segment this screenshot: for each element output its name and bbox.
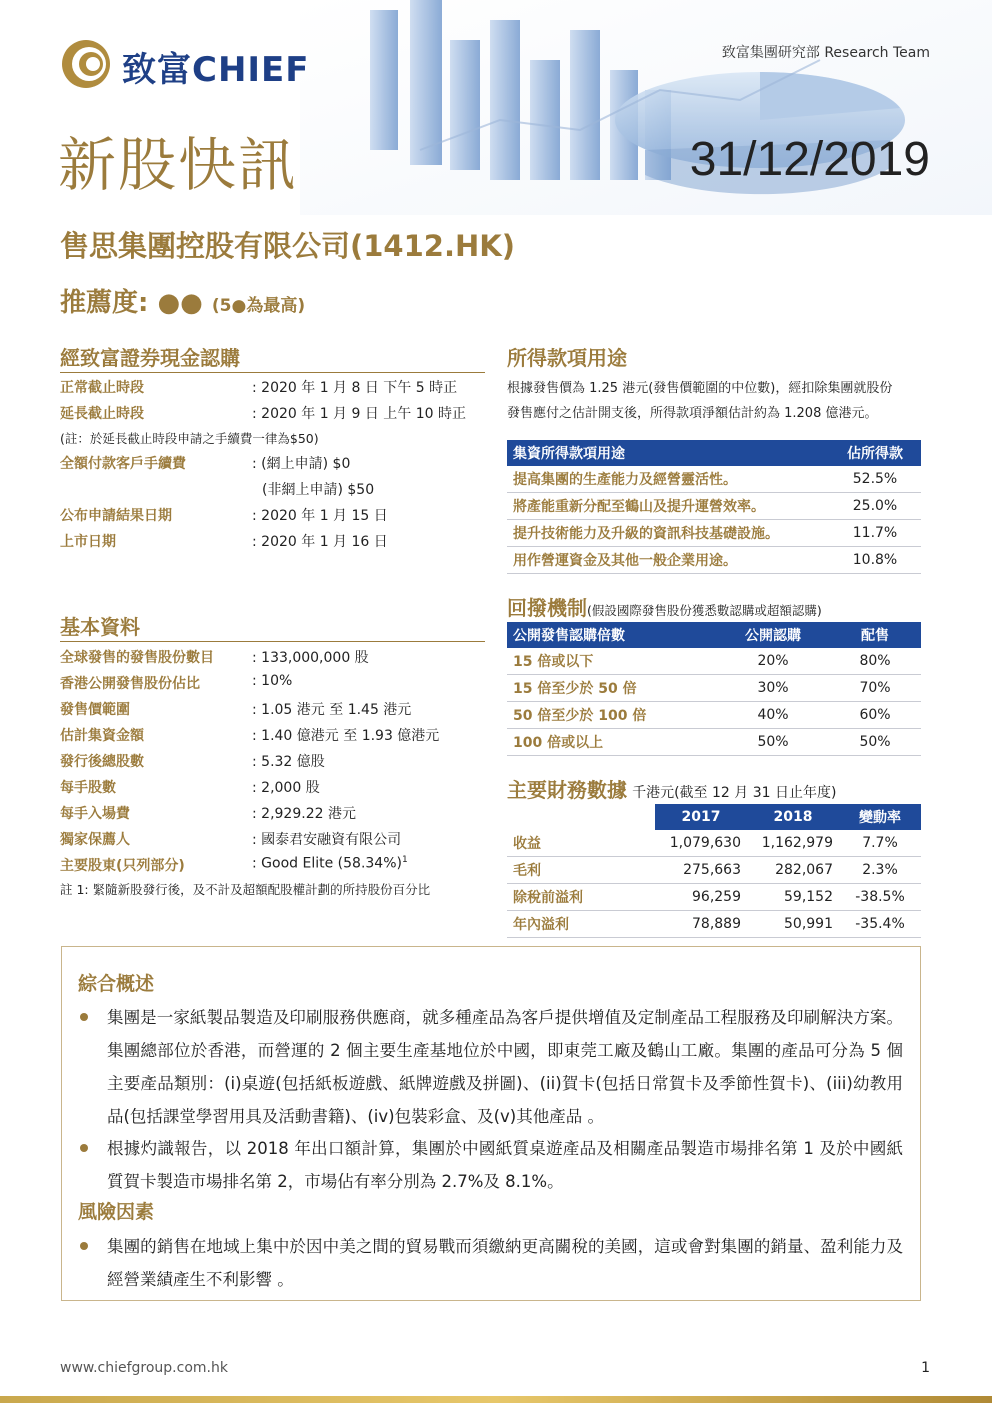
clawback-row <box>507 648 921 675</box>
overview-paragraph-2: 根據灼識報告，以 2018 年出口額計算，集團於中國紙質桌遊產品及相關產品製造市場排名第 1 及於中國紙質賀卡製造市場排名第 2，市場佔有率分別為 2.7%及 8.1%。 <box>107 1139 903 1191</box>
basic-row-label: 香港公開發售股份佔比 <box>60 676 200 692</box>
financial-header: 2017 <box>655 804 747 830</box>
financial-row-cell: 收益 <box>507 830 655 857</box>
overview-paragraph-1: 集團是一家紙製品製造及印刷服務供應商，就多種產品為客戶提供增值及定制產品工程服務及印刷解決方案。集團總部位於香港，而營運的 2 個主要生產基地位於中國，即東莞工廠及鶴山工廠。集團的產品可分為 5 個主要產品類別：(i)桌遊(包括紙板遊戲、紙牌遊戲及拼圖)、(ii)賀卡(包括日常賀卡及季節性賀卡)、(iii)幼教用品(包括課堂學習用具及活動書籍)、(iv)包裝彩盒、及(v)其他產品 。 <box>107 1008 903 1126</box>
basic-row-value: : 2,929.22 港元 <box>252 806 356 822</box>
company-name: 售思集團控股有限公司(1412.HK) <box>60 229 515 263</box>
proceeds-title: 所得款項用途 <box>507 346 627 370</box>
result-date-label: 公布申請結果日期 <box>60 508 172 524</box>
page-title: 新股快訊 <box>58 131 299 199</box>
rating <box>60 282 305 319</box>
basic-note: 註 1: 緊隨新股發行後，及不計及超額配股權計劃的所持股份百分比 <box>60 882 431 897</box>
financial-row-cell: 7.7% <box>839 830 921 857</box>
cash-note: (註：於延長截止時段申請之手續費一律為$50) <box>60 431 319 446</box>
basic-row-value: : 國泰君安融資有限公司 <box>252 832 402 848</box>
proceeds-row-cell: 將產能重新分配至鶴山及提升運營效率。 <box>507 493 829 520</box>
clawback-row-cell: 100 倍或以上 <box>507 729 717 756</box>
clawback-table <box>507 622 921 756</box>
page-number: 1 <box>921 1360 930 1376</box>
clawback-row-cell: 60% <box>829 702 921 729</box>
financial-table <box>507 804 921 938</box>
fee-offline: (非網上申請) $50 <box>262 482 375 498</box>
clawback-subtitle: (假設國際發售股份獲悉數認購或超額認購) <box>587 603 822 618</box>
cash-sub-title: 經致富證券現金認購 <box>60 346 240 370</box>
proceeds-row-cell: 52.5% <box>829 466 921 493</box>
financial-row-cell: -38.5% <box>839 884 921 911</box>
basic-title: 基本資料 <box>60 615 140 639</box>
risk-paragraph: 集團的銷售在地域上集中於因中美之間的貿易戰而須繳納更高關稅的美國，這或會對集團的銷量、盈利能力及經營業績產生不利影響 。 <box>107 1237 903 1289</box>
basic-row-label: 估計集資金額 <box>60 728 144 744</box>
clawback-row-cell: 20% <box>717 648 829 675</box>
basic-row-value: : 1.40 億港元 至 1.93 億港元 <box>252 728 440 744</box>
company-logo <box>60 38 370 90</box>
basic-row-label: 每手股數 <box>60 780 116 796</box>
proceeds-row-cell: 提高集團的生產能力及經營靈活性。 <box>507 466 829 493</box>
financial-row-cell: 年內溢利 <box>507 911 655 938</box>
financial-header <box>507 804 655 830</box>
basic-row-label: 每手入場費 <box>60 806 130 822</box>
proceeds-row-cell: 11.7% <box>829 520 921 547</box>
basic-row-value: : 133,000,000 股 <box>252 650 369 666</box>
financial-header: 2018 <box>747 804 839 830</box>
cash-row-value: : 2020 年 1 月 8 日 下午 5 時正 <box>252 380 458 396</box>
proceeds-row-cell: 25.0% <box>829 493 921 520</box>
financial-row <box>507 830 921 857</box>
logo-text: 致富CHIEF <box>122 50 310 90</box>
proceeds-row-cell: 10.8% <box>829 547 921 574</box>
clawback-header: 公開發售認購倍數 <box>507 622 717 648</box>
financial-row-cell: 2.3% <box>839 857 921 884</box>
footnote-marker: 1 <box>401 855 408 865</box>
clawback-row-cell: 15 倍至少於 50 倍 <box>507 675 717 702</box>
proceeds-row <box>507 466 921 493</box>
financial-row-cell: 50,991 <box>747 911 839 938</box>
financial-header: 變動率 <box>839 804 921 830</box>
research-team-label: 致富集團研究部 Research Team <box>721 45 930 61</box>
clawback-row-cell: 50% <box>717 729 829 756</box>
divider <box>60 372 485 373</box>
basic-row-value: : 10% <box>252 673 293 689</box>
financial-row-cell: 275,663 <box>655 857 747 884</box>
financial-row-cell: 除稅前溢利 <box>507 884 655 911</box>
footer-bar <box>0 1396 992 1403</box>
financial-title: 主要財務數據 <box>507 778 627 802</box>
proceeds-row <box>507 520 921 547</box>
summary-box <box>61 946 921 1301</box>
proceeds-row-cell: 提升技術能力及升級的資訊科技基礎設施。 <box>507 520 829 547</box>
financial-row-cell: 282,067 <box>747 857 839 884</box>
financial-row <box>507 884 921 911</box>
financial-row-cell: 59,152 <box>747 884 839 911</box>
cash-row: 延長截止時段 <box>60 406 144 422</box>
report-date: 31/12/2019 <box>689 133 930 186</box>
basic-row-label: 發售價範圍 <box>60 702 130 718</box>
clawback-row <box>507 702 921 729</box>
proceeds-table <box>507 440 921 574</box>
basic-row-label: 發行後總股數 <box>60 754 144 770</box>
clawback-row-cell: 15 倍或以下 <box>507 648 717 675</box>
logo-emblem-icon <box>60 38 112 90</box>
financial-row-cell: -35.4% <box>839 911 921 938</box>
financial-heading <box>507 774 836 803</box>
risk-title: 風險因素 <box>78 1201 155 1223</box>
clawback-row <box>507 729 921 756</box>
clawback-heading <box>507 592 822 621</box>
clawback-row <box>507 675 921 702</box>
listing-date-value: : 2020 年 1 月 16 日 <box>252 534 388 550</box>
result-date-value: : 2020 年 1 月 15 日 <box>252 508 388 524</box>
clawback-row-cell: 50% <box>829 729 921 756</box>
basic-row-label: 獨家保薦人 <box>60 832 130 848</box>
divider <box>60 641 485 642</box>
cash-row-value: : 2020 年 1 月 9 日 上午 10 時正 <box>252 406 467 422</box>
financial-row-cell: 1,162,979 <box>747 830 839 857</box>
proceeds-intro-1: 根據發售價為 1.25 港元(發售價範圍的中位數)，經扣除集團就股份 <box>507 381 893 396</box>
fee-label: 全額付款客戶手續費 <box>60 456 186 472</box>
basic-row-value: : 5.32 億股 <box>252 754 325 770</box>
financial-row <box>507 911 921 938</box>
proceeds-header-pct: 佔所得款 <box>829 440 921 466</box>
proceeds-intro-2: 發售應付之估計開支後，所得款項淨額估計約為 1.208 億港元。 <box>507 406 878 421</box>
basic-row-value: : 1.05 港元 至 1.45 港元 <box>252 702 412 718</box>
rating-dots: ●● <box>157 288 203 318</box>
clawback-header: 公開認購 <box>717 622 829 648</box>
financial-row-cell: 1,079,630 <box>655 830 747 857</box>
overview-title: 綜合概述 <box>78 973 155 995</box>
clawback-title: 回撥機制 <box>507 596 587 620</box>
listing-date-label: 上市日期 <box>60 534 116 550</box>
clawback-row-cell: 80% <box>829 648 921 675</box>
footer-url[interactable]: www.chiefgroup.com.hk <box>60 1360 228 1376</box>
clawback-row-cell: 70% <box>829 675 921 702</box>
financial-row-cell: 毛利 <box>507 857 655 884</box>
clawback-row-cell: 30% <box>717 675 829 702</box>
basic-row-value: : Good Elite $(58.34\%)^1$ <box>252 855 408 872</box>
bullet-icon <box>80 1242 88 1250</box>
fee-online: : (網上申請) $0 <box>252 456 351 472</box>
bullet-icon <box>80 1144 88 1152</box>
proceeds-row <box>507 547 921 574</box>
proceeds-header-use: 集資所得款項用途 <box>507 440 829 466</box>
financial-row-cell: 96,259 <box>655 884 747 911</box>
clawback-row-cell: 40% <box>717 702 829 729</box>
basic-row-label: 主要股東(只列部分) <box>60 858 185 874</box>
financial-row <box>507 857 921 884</box>
financial-row-cell: 78,889 <box>655 911 747 938</box>
financial-subtitle: 千港元(截至 12 月 31 日止年度) <box>632 785 837 801</box>
rating-note: (5●為最高) <box>211 296 306 316</box>
basic-row-value: : 2,000 股 <box>252 780 320 796</box>
rating-label: 推薦度: <box>60 288 149 318</box>
proceeds-row <box>507 493 921 520</box>
proceeds-row-cell: 用作營運資金及其他一般企業用途。 <box>507 547 829 574</box>
bullet-icon <box>80 1013 88 1021</box>
clawback-header: 配售 <box>829 622 921 648</box>
basic-row-label: 全球發售的發售股份數目 <box>60 650 214 666</box>
cash-row: 正常截止時段 <box>60 380 144 396</box>
clawback-row-cell: 50 倍至少於 100 倍 <box>507 702 717 729</box>
